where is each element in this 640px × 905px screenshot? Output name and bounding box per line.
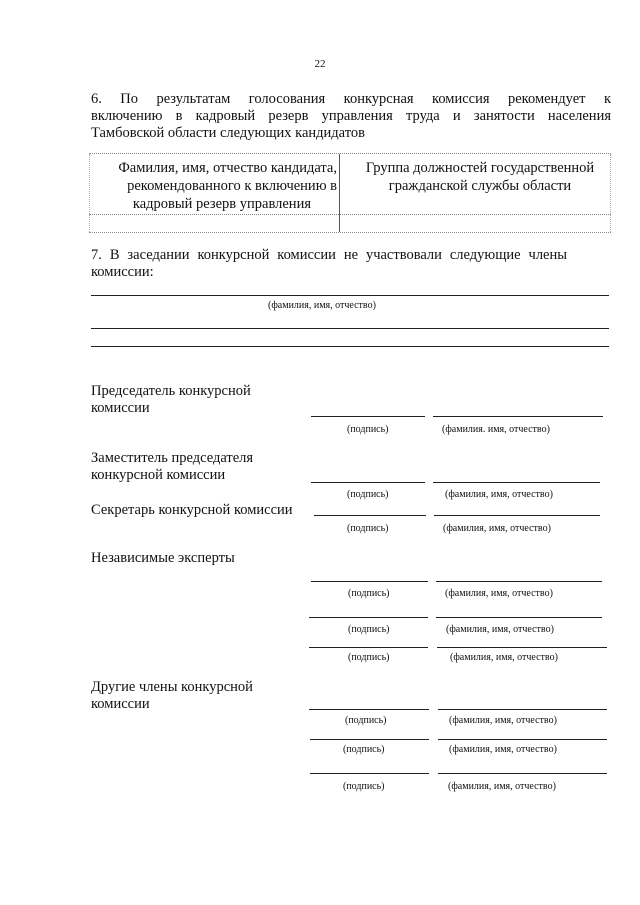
secretary-name-line <box>434 515 600 516</box>
other3-fio-caption: (фамилия, имя, отчество) <box>448 781 556 792</box>
deputy-label <box>91 450 253 484</box>
other1-fio-caption: (фамилия, имя, отчество) <box>449 715 557 726</box>
chairman-name-line <box>433 416 603 417</box>
chairman-label <box>91 383 251 417</box>
experts-label: Независимые эксперты <box>91 550 235 566</box>
section6-line1: 6. По результатам голосования конкурсная комиссия рекомендует к <box>91 91 611 107</box>
other1-name-line <box>438 709 607 710</box>
chairman-sign-caption: (подпись) <box>347 424 389 435</box>
other1-signature-line <box>309 709 429 710</box>
page-number: 22 <box>314 58 326 70</box>
expert2-name-line <box>436 617 602 618</box>
table-header-group-line1: Группа должностей государственной <box>365 160 595 176</box>
expert2-fio-caption: (фамилия, имя, отчество) <box>446 624 554 635</box>
candidates-table <box>89 153 611 233</box>
expert1-signature-line <box>311 581 428 582</box>
table-header-candidate-line1: Фамилия, имя, отчество кандидата, <box>118 160 337 176</box>
secretary-signature-line <box>314 515 426 516</box>
secretary-sign-caption: (подпись) <box>347 523 389 534</box>
deputy-label-line1: Заместитель председателя <box>91 450 254 466</box>
table-header-candidate <box>89 159 337 213</box>
chairman-fio-caption: (фамилия. имя, отчество) <box>442 424 550 435</box>
section6-line2: включению в кадровый резерв управления труда и занятости населения <box>91 108 611 124</box>
other1-sign-caption: (подпись) <box>345 715 387 726</box>
chairman-label-line1: Председатель конкурсной <box>91 383 251 399</box>
secretary-fio-caption: (фамилия, имя, отчество) <box>443 523 551 534</box>
other3-signature-line <box>310 773 429 774</box>
table-header-candidate-line3: кадровый резерв управления <box>132 196 311 212</box>
table-header-group <box>351 159 609 195</box>
others-label-line1: Другие члены конкурсной <box>91 679 253 695</box>
section7-line1: 7. В заседании конкурсной комиссии не участвовали следующие члены <box>91 247 567 263</box>
table-header-group-line2: гражданской службы области <box>388 178 572 194</box>
expert2-sign-caption: (подпись) <box>348 624 390 635</box>
expert1-name-line <box>436 581 602 582</box>
expert2-signature-line <box>309 617 428 618</box>
other2-name-line <box>438 739 607 740</box>
chairman-signature-line <box>311 416 425 417</box>
expert1-fio-caption: (фамилия, имя, отчество) <box>445 588 553 599</box>
other3-name-line <box>438 773 607 774</box>
expert3-fio-caption: (фамилия, имя, отчество) <box>450 652 558 663</box>
absent-members-line-3 <box>91 346 609 347</box>
table-column-divider <box>339 154 340 232</box>
deputy-signature-line <box>311 482 425 483</box>
others-label <box>91 679 253 713</box>
absent-members-line-2 <box>91 328 609 329</box>
deputy-fio-caption: (фамилия, имя, отчество) <box>445 489 553 500</box>
other2-fio-caption: (фамилия, имя, отчество) <box>449 744 557 755</box>
absent-members-line-1 <box>91 295 609 296</box>
expert3-name-line <box>437 647 607 648</box>
table-row-divider <box>89 214 611 215</box>
absent-fio-caption: (фамилия, имя, отчество) <box>268 300 376 311</box>
deputy-sign-caption: (подпись) <box>347 489 389 500</box>
chairman-label-line2: комиссии <box>91 400 150 416</box>
deputy-label-line2: конкурсной комиссии <box>91 467 226 483</box>
other2-signature-line <box>310 739 429 740</box>
deputy-name-line <box>433 482 600 483</box>
other2-sign-caption: (подпись) <box>343 744 385 755</box>
other3-sign-caption: (подпись) <box>343 781 385 792</box>
others-label-line2: комиссии <box>91 696 150 712</box>
expert3-signature-line <box>309 647 428 648</box>
table-header-candidate-line2: рекомендованного к включению в <box>127 178 337 194</box>
expert3-sign-caption: (подпись) <box>348 652 390 663</box>
secretary-label: Секретарь конкурсной комиссии <box>91 502 293 518</box>
expert1-sign-caption: (подпись) <box>348 588 390 599</box>
section6-line3: Тамбовской области следующих кандидатов <box>91 125 365 141</box>
table-right-edge <box>610 154 611 232</box>
section7-line2: комиссии: <box>91 264 154 280</box>
